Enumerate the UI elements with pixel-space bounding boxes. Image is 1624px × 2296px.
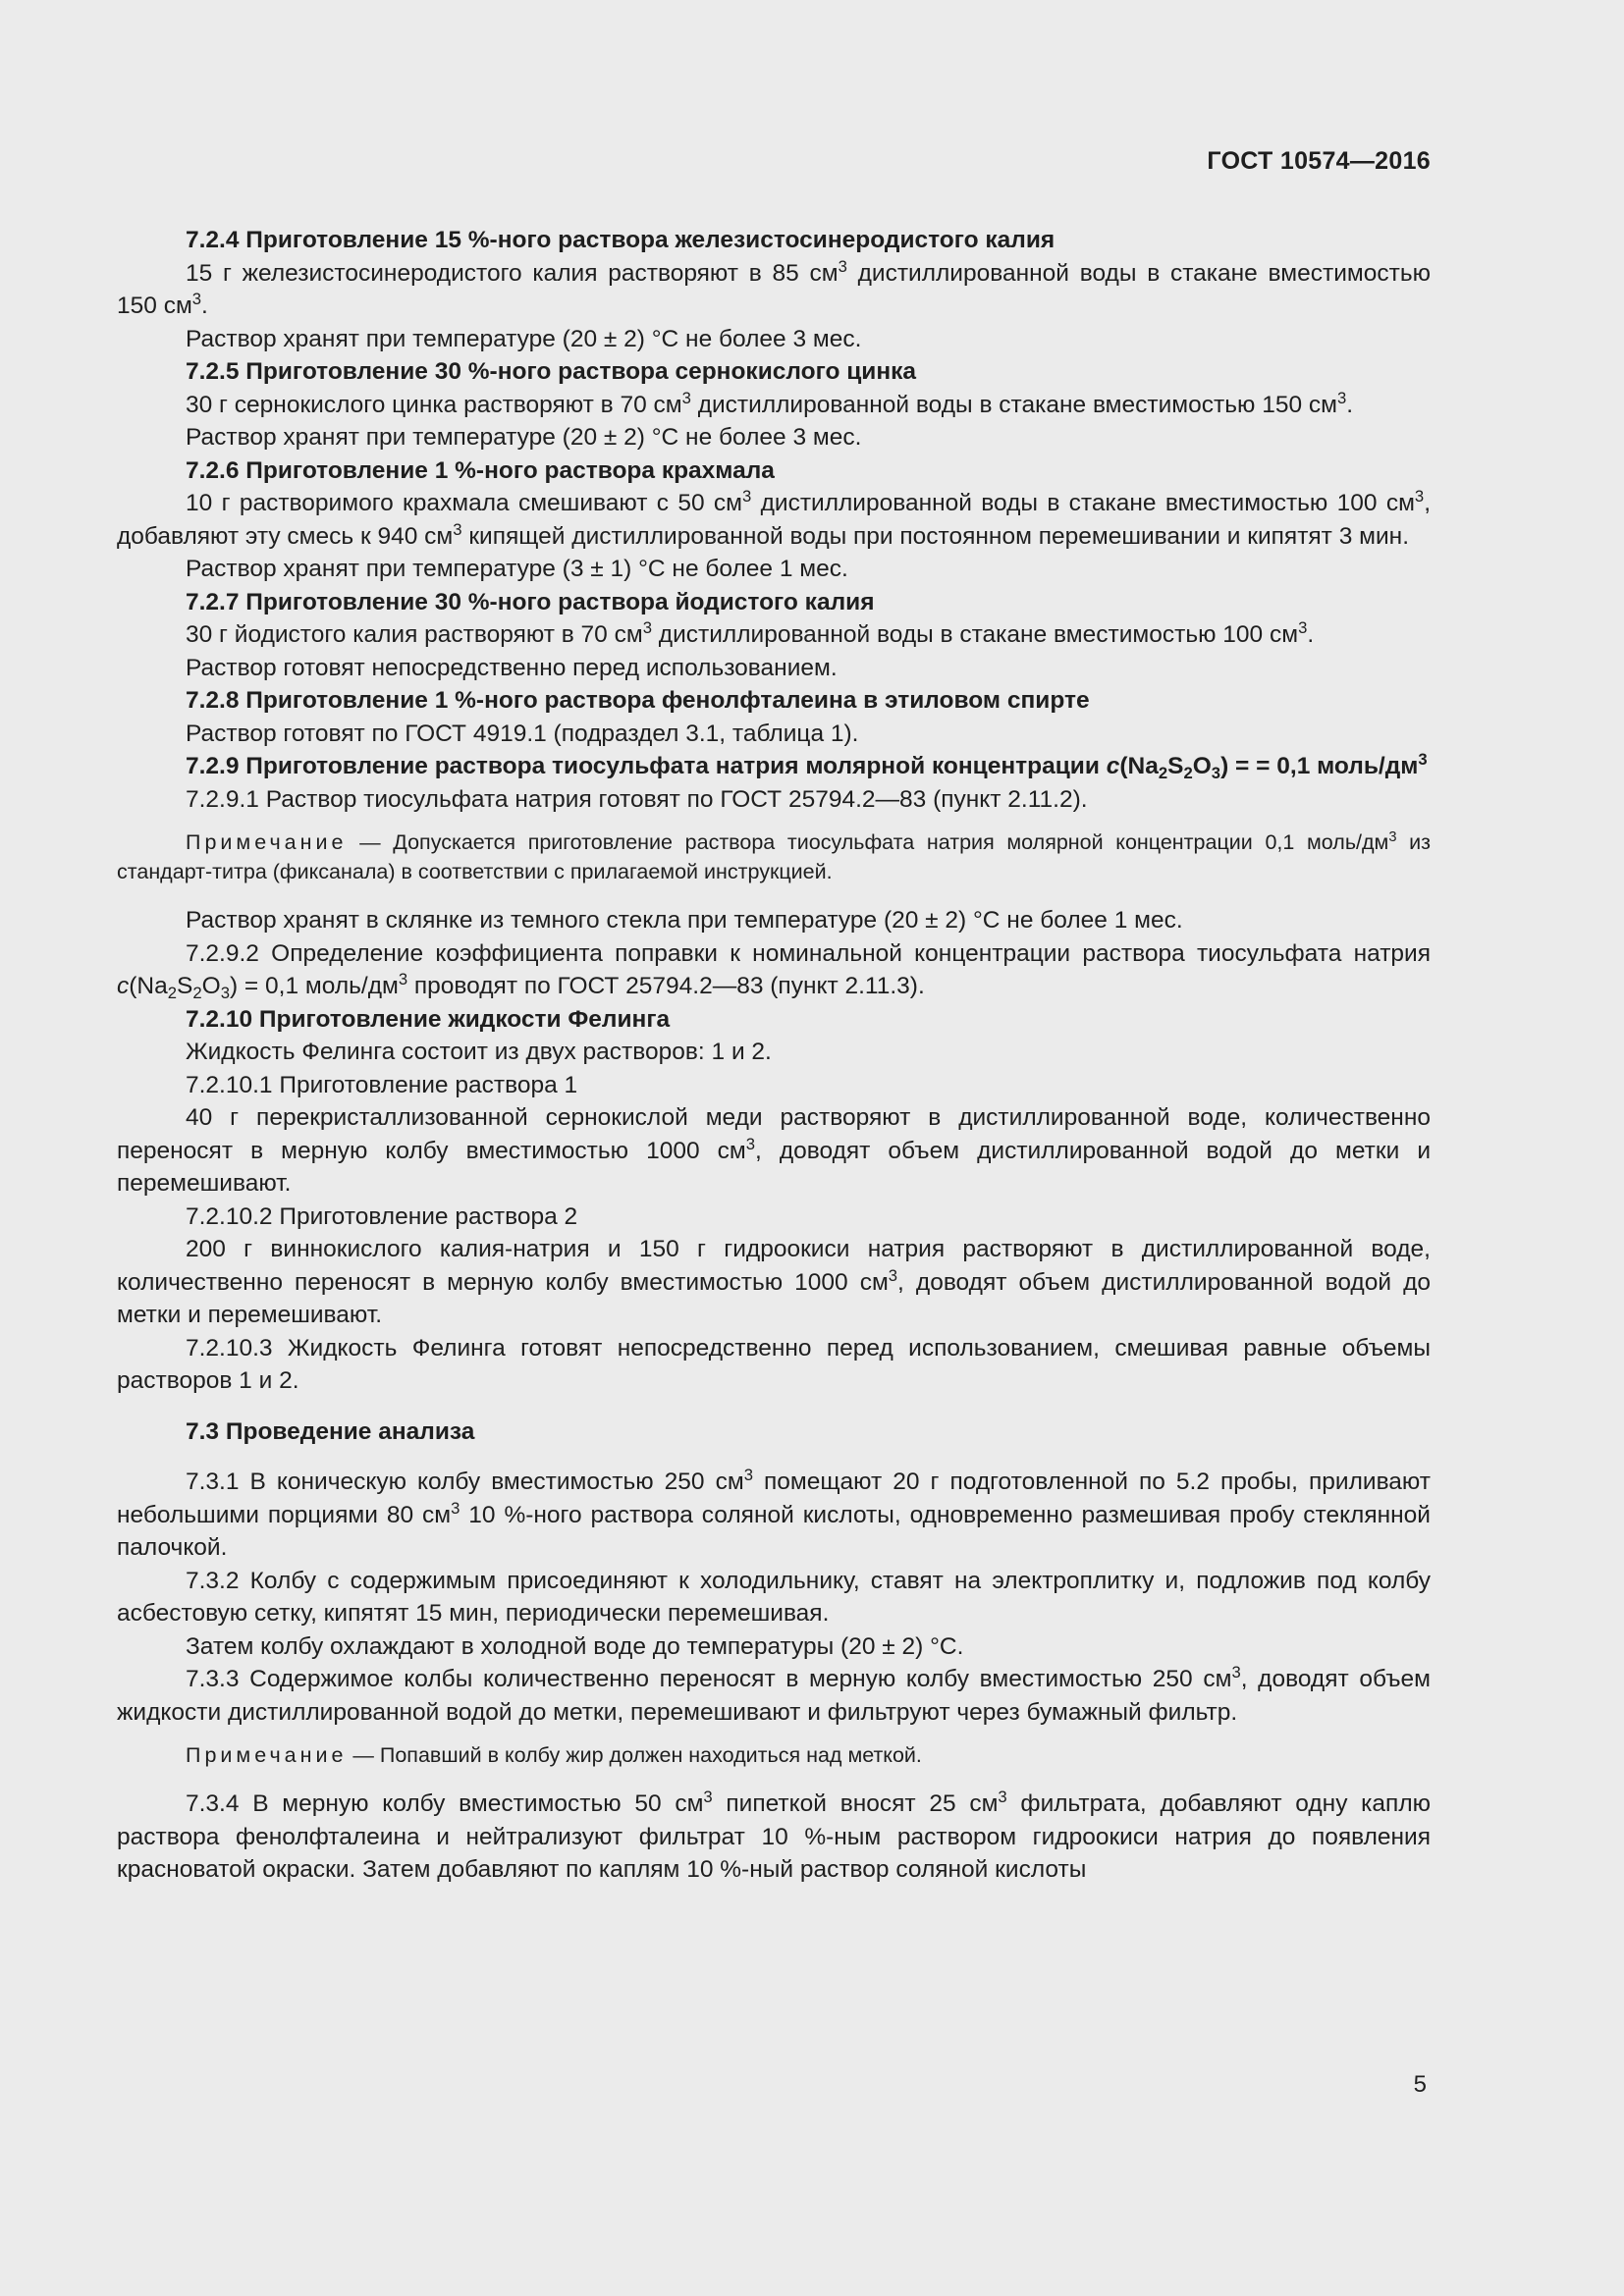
paragraph: Раствор готовят по ГОСТ 4919.1 (подраздел 3.1, таблица 1). [186,720,859,747]
paragraph: 200 г виннокислого калия-натрия и 150 г гидроокиси натрия растворяют в дистиллированной воде, количественно переносят в мерную колбу вместимостью 1000 $см^3$, доводят объем дистиллированной водой до метки и перемешивают. [117,1236,1432,1328]
section-heading: 7.2.5 Приготовление 30 %-ного раствора сернокислого цинка [186,358,917,385]
document-body [117,224,1431,1887]
paragraph: 15 г железистосинеродистого калия растворяют в 85 $см^3$ дистиллированной воды в стакане вместимостью 150 $см^3$. [117,256,1431,319]
paragraph: Раствор хранят при температуре (20 ± 2) °С не более 3 мес. [186,325,862,352]
paragraph: 7.3.3 Содержимое колбы количественно переносят в мерную колбу вместимостью 250 $см^3$, доводят объем жидкости дистиллированной водой до метки, перемешивают и фильтруют через бумажный фильтр. [117,1662,1431,1726]
section-heading: 7.3 Проведение анализа [186,1417,475,1445]
paragraph: 30 г йодистого калия растворяют в 70 $см^3$ дистиллированной воды в стакане вместимостью 100 $см^3$. [186,617,1315,648]
paragraph: Раствор хранят при температуре (3 ± 1) °С не более 1 мес. [186,556,848,582]
paragraph: Раствор готовят непосредственно перед использованием. [186,654,838,681]
note: Примечание — Допускается приготовление раствора тиосульфата натрия молярной концентрации 0,1 моль/$дм^3$ из стандарт-титра (фиксанала) в соответствии с прилагаемой инструкцией. [117,828,1432,883]
section-heading: 7.2.4 Приготовление 15 %-ного раствора железистосинеродистого калия [186,227,1056,253]
section-heading: 7.2.10 Приготовление жидкости Фелинга [186,1005,671,1033]
paragraph: 7.2.9.2 Определение коэффициента поправки к номинальной концентрации раствора тиосульфата натрия $c(Na_2S_2O_3) = 0,1$ моль/$дм^3$ проводят по ГОСТ 25794.2—83 (пункт 2.11.3). [117,939,1431,1002]
paragraph: Затем колбу охлаждают в холодной воде до температуры (20 ± 2) °С. [186,1632,964,1660]
paragraph: 7.3.1 В коническую колбу вместимостью 250 $см^3$ помещают 20 г подготовленной по 5.2 пробы, приливают небольшими порциями 80 $см^3$ 10 %-ного раствора соляной кислоты, одновременно размешивая пробу стеклянной палочкой. [117,1465,1431,1561]
paragraph: 7.3.2 Колбу с содержимым присоединяют к холодильнику, ставят на электроплитку и, подложив под колбу асбестовую сетку, кипятят 15 мин, периодически перемешивая. [117,1567,1431,1627]
paragraph: Жидкость Фелинга состоит из двух растворов: 1 и 2. [186,1039,772,1065]
page-number: 5 [1413,2071,1427,2098]
section-heading: 7.2.7 Приготовление 30 %-ного раствора йодистого калия [186,588,875,615]
note-label: Примечание [186,830,348,854]
document-code: ГОСТ 10574—2016 [1207,147,1431,175]
paragraph: 40 г перекристаллизованной сернокислой меди растворяют в дистиллированной воде, количественно переносят в мерную колбу вместимостью 1000 $см^3$, доводят объем дистиллированной водой до метки и перемешивают. [117,1104,1431,1197]
paragraph: 30 г сернокислого цинка растворяют в 70 $см^3$ дистиллированной воды в стакане вместимостью 150 $см^3$. [186,388,1354,418]
paragraph: 7.2.9.1 Раствор тиосульфата натрия готовят по ГОСТ 25794.2—83 (пункт 2.11.2). [186,785,1088,813]
section-heading: 7.2.8 Приготовление 1 %-ного раствора фенолфталеина в этиловом спирте [186,687,1090,714]
paragraph: Раствор хранят в склянке из темного стекла при температуре (20 ± 2) °С не более 1 мес. [186,907,1183,934]
section-heading: 7.2.9 Приготовление раствора тиосульфата натрия молярной концентрации $c(Na_2S_2O_3)$ = = 0,1 моль/$дм^3$ [186,749,1428,782]
note: Примечание — Попавший в колбу жир должен находиться над меткой. [186,1743,922,1767]
paragraph: 7.2.10.1 Приготовление раствора 1 [186,1071,578,1098]
section-heading: 7.2.6 Приготовление 1 %-ного раствора крахмала [186,456,775,484]
paragraph: 10 г растворимого крахмала смешивают с 50 $см^3$ дистиллированной воды в стакане вместимостью 100 $см^3$, добавляют эту смесь к 940 $см^3$ кипящей дистиллированной воды при постоянном перемешивании и кипятят 3 мин. [117,486,1431,550]
paragraph: 7.2.10.2 Приготовление раствора 2 [186,1202,578,1230]
paragraph: 7.3.4 В мерную колбу вместимостью 50 $см^3$ пипеткой вносят 25 $см^3$ фильтрата, добавляют одну каплю раствора фенолфталеина и нейтрализуют фильтрат 10 %-ным раствором гидроокиси натрия до появления красноватой окраски. Затем добавляют по каплям 10 %-ный раствор соляной кислоты [117,1787,1431,1883]
note-label: Примечание [186,1743,348,1767]
paragraph: Раствор хранят при температуре (20 ± 2) °С не более 3 мес. [186,424,862,451]
paragraph: 7.2.10.3 Жидкость Фелинга готовят непосредственно перед использованием, смешивая равные объемы растворов 1 и 2. [117,1334,1431,1394]
